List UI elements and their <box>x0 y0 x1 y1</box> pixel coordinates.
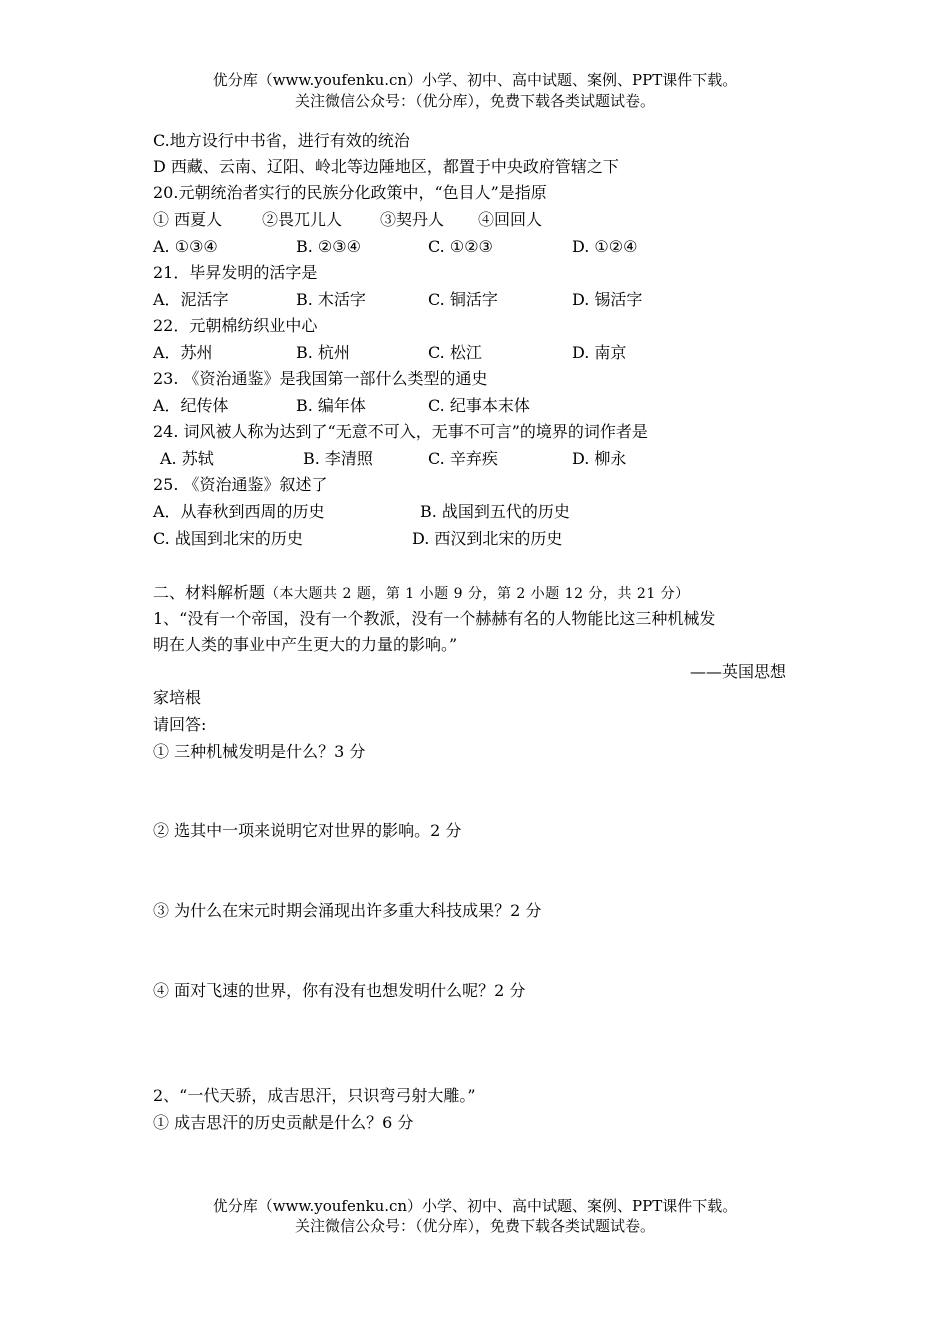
q20-item-1: ① 西夏人 <box>153 210 223 229</box>
q22-option-c: C. 松江 <box>428 343 482 362</box>
q21-option-c: C. 铜活字 <box>428 290 498 309</box>
section-2-note: （本大题共 2 题，第 1 小题 9 分，第 2 小题 12 分，共 21 分） <box>265 586 690 602</box>
material-1-quote-line-2: 明在人类的事业中产生更大的力量的影响。” <box>153 635 458 654</box>
material-1-question-2: ② 选其中一项来说明它对世界的影响。2 分 <box>153 821 462 840</box>
q22-option-d: D. 南京 <box>572 343 627 362</box>
q20-option-d: D. ①②④ <box>572 237 638 256</box>
footer-line-1: 优分库（www.youfenku.cn）小学、初中、高中试题、案例、PPT课件下载。 <box>212 1197 738 1215</box>
q23-option-c: C. 纪事本末体 <box>428 396 530 415</box>
footer-line-2: 关注微信公众号：（优分库），免费下载各类试题试卷。 <box>294 1217 655 1235</box>
material-2-quote: 2、“一代天骄，成吉思汗，只识弯弓射大雕。” <box>153 1086 476 1105</box>
q21-stem: 21．毕昇发明的活字是 <box>153 263 318 282</box>
q25-option-b: B. 战国到五代的历史 <box>420 502 570 521</box>
q24-stem: 24. 词风被人称为达到了“无意不可入，无事不可言”的境界的词作者是 <box>153 422 648 441</box>
q23-stem: 23. 《资治通鉴》是我国第一部什么类型的通史 <box>153 369 488 388</box>
q20-item-3: ③契丹人 <box>380 210 445 229</box>
section-2-title: 二、材料解析题 <box>153 583 266 602</box>
q25-option-d: D. 西汉到北宋的历史 <box>412 529 563 548</box>
q24-option-c: C. 辛弃疾 <box>428 449 498 468</box>
q23-option-b: B. 编年体 <box>296 396 366 415</box>
q19-option-c: C.地方设行中书省，进行有效的统治 <box>153 131 410 150</box>
material-2-question-1: ① 成吉思汗的历史贡献是什么？6 分 <box>153 1113 414 1132</box>
q24-option-b: B. 李清照 <box>303 449 373 468</box>
material-1-source-line-1: ——英国思想 <box>690 662 787 681</box>
q24-option-a: A. 苏轼 <box>160 449 214 468</box>
q22-stem: 22．元朝棉纺织业中心 <box>153 316 318 335</box>
section-2-heading <box>153 582 690 605</box>
q22-option-a: A．苏州 <box>153 343 213 362</box>
q20-item-2: ②畏兀儿人 <box>262 210 343 229</box>
material-1-prompt: 请回答: <box>153 715 207 734</box>
q21-option-b: B. 木活字 <box>296 290 366 309</box>
q23-option-a: A．纪传体 <box>153 396 229 415</box>
q21-option-d: D. 锡活字 <box>572 290 643 309</box>
material-1-question-1: ① 三种机械发明是什么？3 分 <box>153 742 366 761</box>
q20-item-4: ④回回人 <box>478 210 543 229</box>
material-1-question-3: ③ 为什么在宋元时期会涌现出许多重大科技成果？2 分 <box>153 901 542 920</box>
q25-stem: 25. 《资治通鉴》叙述了 <box>153 475 328 494</box>
q25-option-c: C. 战国到北宋的历史 <box>153 529 303 548</box>
q19-option-d: D 西藏、云南、辽阳、岭北等边陲地区，都置于中央政府管辖之下 <box>153 157 619 176</box>
q20-option-a: A. ①③④ <box>153 237 218 256</box>
q21-option-a: A．泥活字 <box>153 290 229 309</box>
header-line-2: 关注微信公众号：（优分库），免费下载各类试题试卷。 <box>294 92 655 110</box>
header-line-1: 优分库（www.youfenku.cn）小学、初中、高中试题、案例、PPT课件下载。 <box>212 71 738 89</box>
q22-option-b: B. 杭州 <box>296 343 350 362</box>
q25-option-a: A．从春秋到西周的历史 <box>153 502 325 521</box>
material-1-question-4: ④ 面对飞速的世界，你有没有也想发明什么呢？2 分 <box>153 981 526 1000</box>
q20-option-c: C. ①②③ <box>428 237 493 256</box>
q20-stem: 20.元朝统治者实行的民族分化政策中，“色目人”是指原 <box>153 183 547 202</box>
material-1-source-line-2: 家培根 <box>153 688 202 707</box>
material-1-quote-line-1: 1、“没有一个帝国，没有一个教派，没有一个赫赫有名的人物能比这三种机械发 <box>153 609 716 628</box>
q20-option-b: B. ②③④ <box>296 237 361 256</box>
q24-option-d: D. 柳永 <box>572 449 627 468</box>
